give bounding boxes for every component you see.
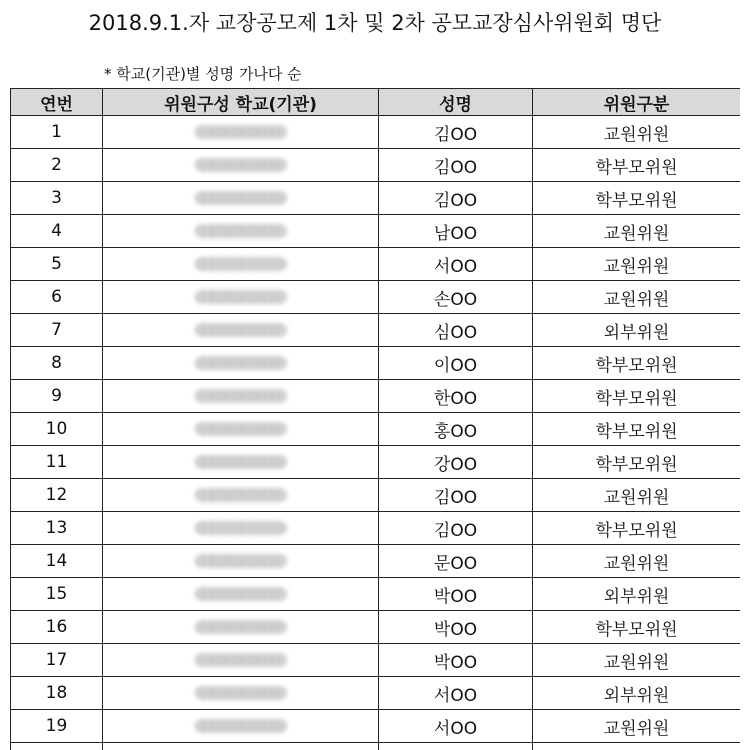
member-name: 홍OO <box>379 413 533 446</box>
member-name: 심OO <box>379 314 533 347</box>
member-type: 외부위원 <box>533 677 741 710</box>
empty-cell <box>103 743 379 750</box>
header-number: 연번 <box>11 89 103 116</box>
table-row <box>11 545 741 578</box>
redacted-school-name <box>195 422 287 436</box>
redacted-school-name <box>195 554 287 568</box>
table-row <box>11 578 741 611</box>
table-row <box>11 281 741 314</box>
row-number: 7 <box>11 314 103 347</box>
school-cell-redacted <box>103 116 379 149</box>
row-number: 12 <box>11 479 103 512</box>
member-name: 이OO <box>379 347 533 380</box>
member-type: 교원위원 <box>533 116 741 149</box>
table-header-row <box>11 89 741 116</box>
header-name: 성명 <box>379 89 533 116</box>
school-cell-redacted <box>103 479 379 512</box>
row-number: 15 <box>11 578 103 611</box>
school-cell-redacted <box>103 314 379 347</box>
redacted-school-name <box>195 488 287 502</box>
row-number: 11 <box>11 446 103 479</box>
row-number: 4 <box>11 215 103 248</box>
redacted-school-name <box>195 191 287 205</box>
table-row <box>11 149 741 182</box>
school-cell-redacted <box>103 149 379 182</box>
redacted-school-name <box>195 653 287 667</box>
row-number: 3 <box>11 182 103 215</box>
school-cell-redacted <box>103 677 379 710</box>
member-type: 교원위원 <box>533 545 741 578</box>
member-name: 박OO <box>379 644 533 677</box>
redacted-school-name <box>195 125 287 139</box>
member-type: 학부모위원 <box>533 380 741 413</box>
table-row <box>11 710 741 743</box>
table-row <box>11 215 741 248</box>
member-type: 학부모위원 <box>533 446 741 479</box>
row-number: 16 <box>11 611 103 644</box>
member-type: 교원위원 <box>533 248 741 281</box>
member-type: 학부모위원 <box>533 182 741 215</box>
redacted-school-name <box>195 455 287 469</box>
school-cell-redacted <box>103 578 379 611</box>
row-number: 6 <box>11 281 103 314</box>
member-type: 학부모위원 <box>533 149 741 182</box>
table-row <box>11 446 741 479</box>
page-title: 2018.9.1.자 교장공모제 1차 및 2차 공모교장심사위원회 명단 <box>88 11 662 35</box>
row-number: 8 <box>11 347 103 380</box>
school-cell-redacted <box>103 281 379 314</box>
member-name: 강OO <box>379 446 533 479</box>
redacted-school-name <box>195 389 287 403</box>
member-type: 교원위원 <box>533 644 741 677</box>
member-type: 학부모위원 <box>533 347 741 380</box>
member-type: 학부모위원 <box>533 611 741 644</box>
row-number: 10 <box>11 413 103 446</box>
redacted-school-name <box>195 686 287 700</box>
table-row <box>11 347 741 380</box>
row-number: 13 <box>11 512 103 545</box>
table-row <box>11 413 741 446</box>
redacted-school-name <box>195 719 287 733</box>
member-type: 학부모위원 <box>533 512 741 545</box>
row-number: 14 <box>11 545 103 578</box>
school-cell-redacted <box>103 248 379 281</box>
member-type: 외부위원 <box>533 578 741 611</box>
school-cell-redacted <box>103 347 379 380</box>
row-number: 5 <box>11 248 103 281</box>
member-type: 교원위원 <box>533 215 741 248</box>
redacted-school-name <box>195 224 287 238</box>
member-type: 교원위원 <box>533 710 741 743</box>
table-row <box>11 512 741 545</box>
school-cell-redacted <box>103 413 379 446</box>
row-number: 17 <box>11 644 103 677</box>
member-name: 김OO <box>379 512 533 545</box>
member-type: 외부위원 <box>533 314 741 347</box>
table-row-partial <box>11 743 741 750</box>
table-row <box>11 644 741 677</box>
row-number: 2 <box>11 149 103 182</box>
redacted-school-name <box>195 521 287 535</box>
member-name: 서OO <box>379 248 533 281</box>
table-body <box>11 116 741 750</box>
member-name: 한OO <box>379 380 533 413</box>
member-name: 서OO <box>379 677 533 710</box>
table-row <box>11 248 741 281</box>
member-name: 박OO <box>379 611 533 644</box>
member-name: 김OO <box>379 479 533 512</box>
member-name: 문OO <box>379 545 533 578</box>
empty-cell <box>11 743 103 750</box>
redacted-school-name <box>195 587 287 601</box>
member-name: 김OO <box>379 182 533 215</box>
table-row <box>11 479 741 512</box>
member-name: 김OO <box>379 149 533 182</box>
member-name: 손OO <box>379 281 533 314</box>
member-type: 교원위원 <box>533 479 741 512</box>
header-school: 위원구성 학교(기관) <box>103 89 379 116</box>
member-name: 남OO <box>379 215 533 248</box>
school-cell-redacted <box>103 545 379 578</box>
empty-cell <box>379 743 533 750</box>
school-cell-redacted <box>103 215 379 248</box>
member-type: 학부모위원 <box>533 413 741 446</box>
table-row <box>11 611 741 644</box>
empty-cell <box>533 743 741 750</box>
redacted-school-name <box>195 620 287 634</box>
table-row <box>11 182 741 215</box>
school-cell-redacted <box>103 512 379 545</box>
member-type: 교원위원 <box>533 281 741 314</box>
table-row <box>11 116 741 149</box>
school-cell-redacted <box>103 710 379 743</box>
school-cell-redacted <box>103 611 379 644</box>
redacted-school-name <box>195 257 287 271</box>
school-cell-redacted <box>103 644 379 677</box>
sort-note: * 학교(기관)별 성명 가나다 순 <box>104 65 302 83</box>
member-name: 박OO <box>379 578 533 611</box>
committee-table-container <box>10 88 740 750</box>
school-cell-redacted <box>103 380 379 413</box>
redacted-school-name <box>195 290 287 304</box>
table-row <box>11 677 741 710</box>
redacted-school-name <box>195 356 287 370</box>
member-name: 김OO <box>379 116 533 149</box>
table-row <box>11 380 741 413</box>
header-member-type: 위원구분 <box>533 89 741 116</box>
row-number: 19 <box>11 710 103 743</box>
row-number: 9 <box>11 380 103 413</box>
redacted-school-name <box>195 323 287 337</box>
row-number: 1 <box>11 116 103 149</box>
school-cell-redacted <box>103 182 379 215</box>
redacted-school-name <box>195 158 287 172</box>
table-row <box>11 314 741 347</box>
member-name: 서OO <box>379 710 533 743</box>
committee-table <box>10 88 740 750</box>
school-cell-redacted <box>103 446 379 479</box>
row-number: 18 <box>11 677 103 710</box>
